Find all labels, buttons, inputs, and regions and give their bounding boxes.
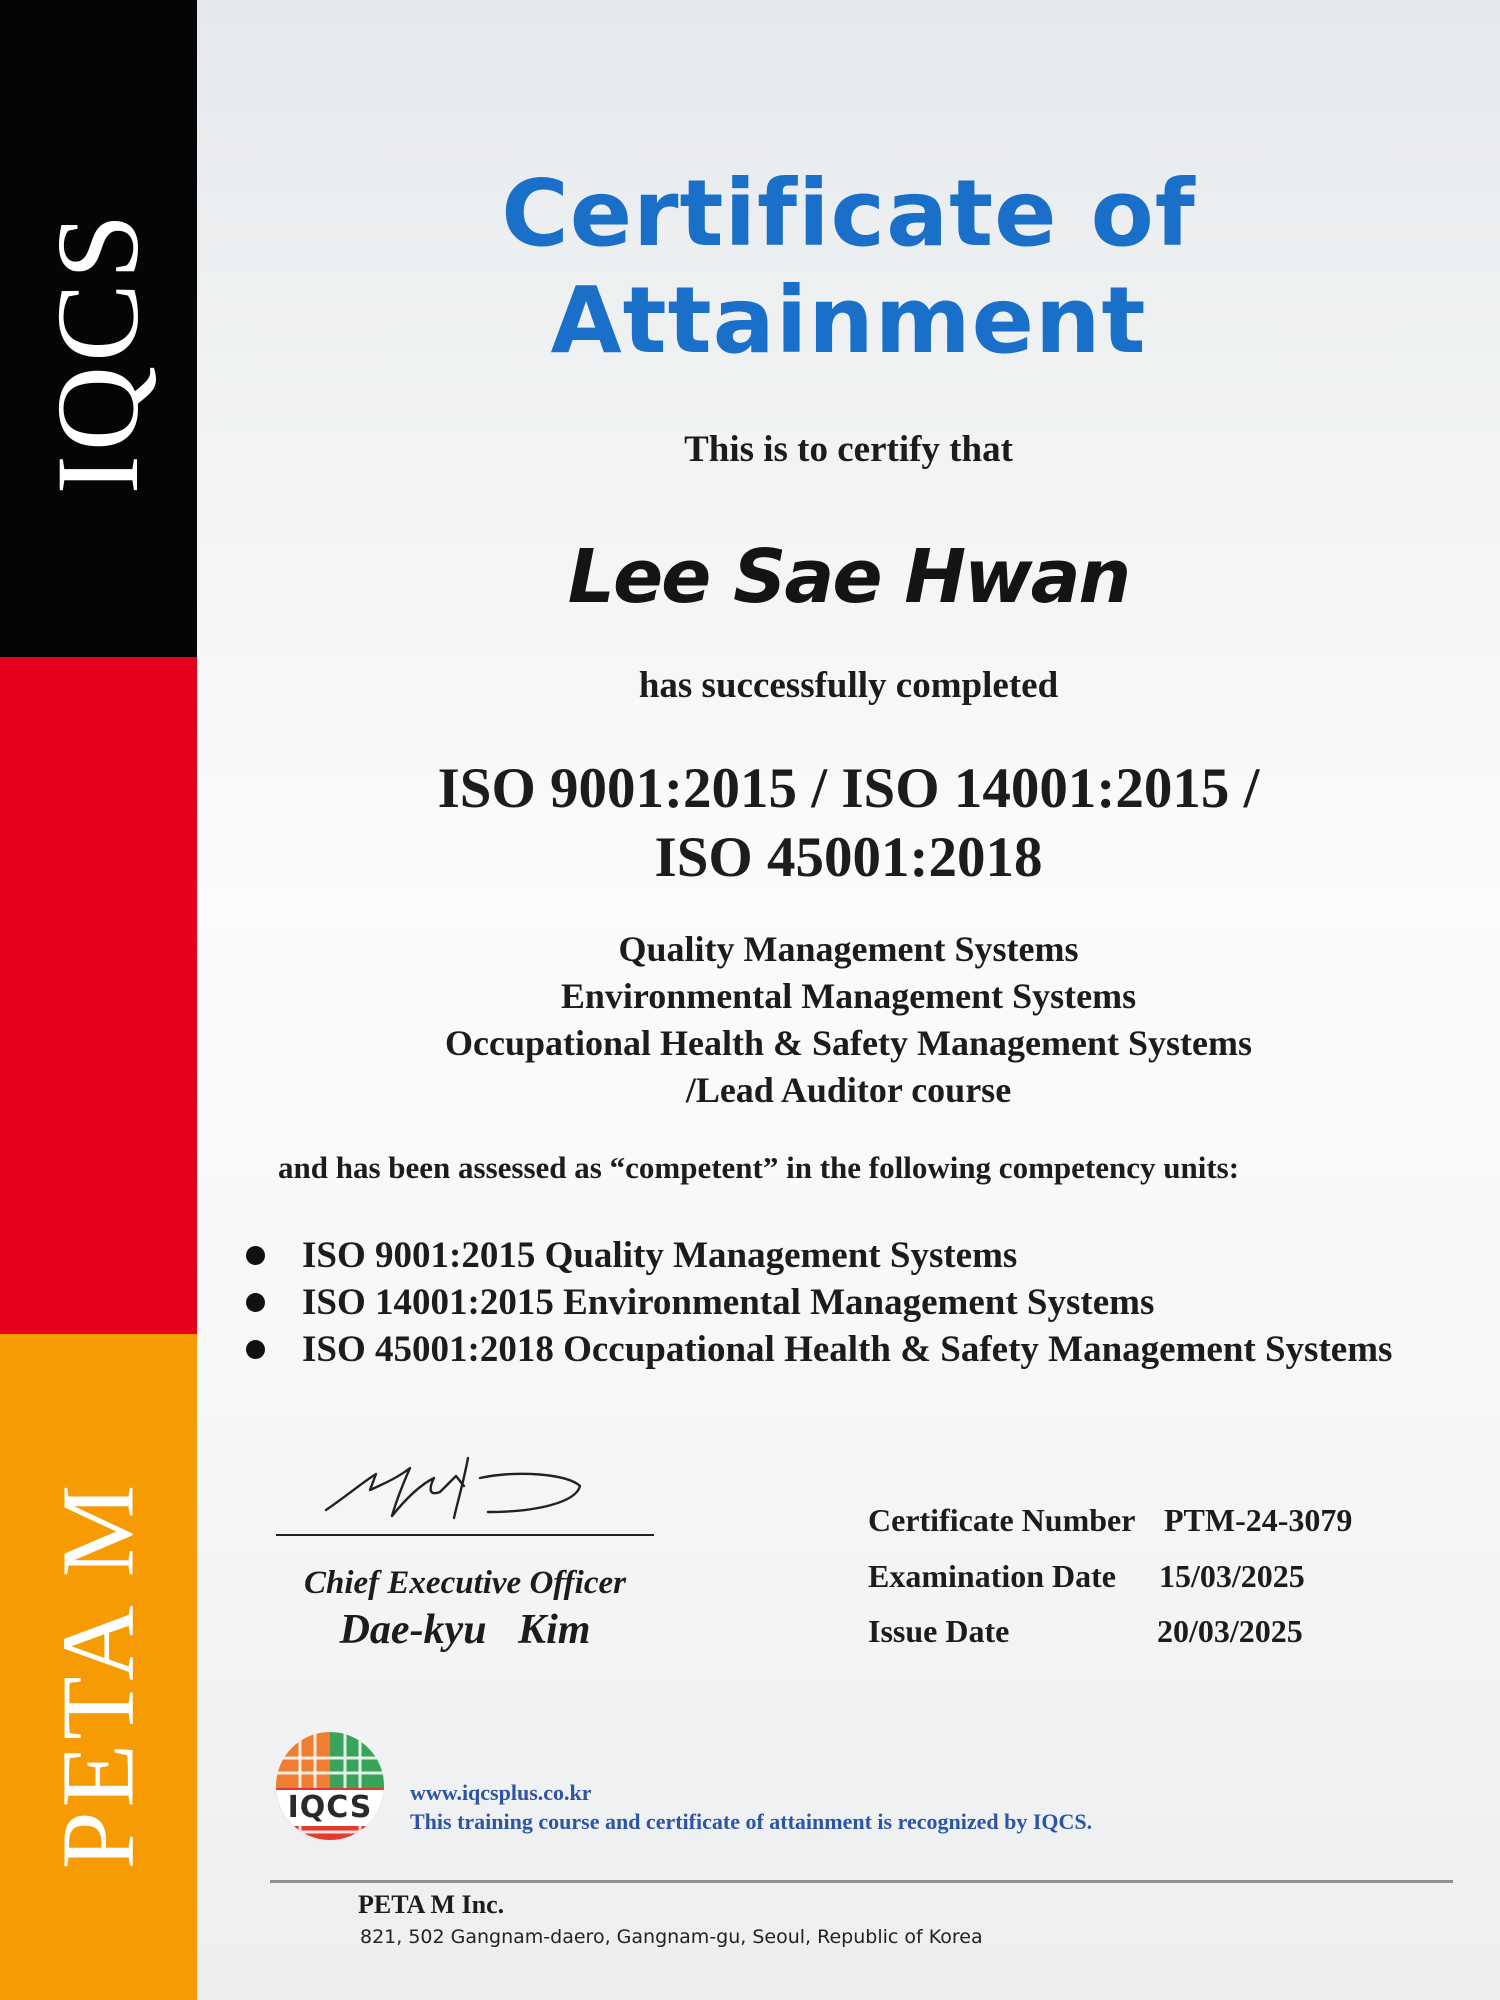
side-label-iqcs: IQCS bbox=[32, 209, 163, 495]
side-label-peta-m: PETA M bbox=[40, 1480, 156, 1870]
competency-unit bbox=[240, 1326, 1392, 1373]
competency-unit bbox=[240, 1232, 1392, 1279]
certificate-number-label: Certificate Number bbox=[868, 1502, 1136, 1538]
recognition-text: This training course and certificate of attainment is recognized by IQCS. bbox=[410, 1809, 1093, 1834]
competency-units-list bbox=[240, 1232, 1392, 1373]
systems-list bbox=[197, 926, 1500, 1114]
company-name: PETA M Inc. bbox=[358, 1890, 505, 1919]
signatory-title: Chief Executive Officer bbox=[304, 1565, 626, 1601]
competency-unit bbox=[240, 1279, 1392, 1326]
signatory-name: Dae-kyu Kim bbox=[339, 1607, 591, 1653]
signature-image bbox=[318, 1450, 598, 1530]
bullet-icon bbox=[246, 1340, 265, 1359]
certify-text: This is to certify that bbox=[684, 429, 1013, 470]
logo-text: IQCS bbox=[287, 1790, 373, 1825]
assessed-text: and has been assessed as “competent” in the following competency units: bbox=[278, 1150, 1240, 1185]
signature-line bbox=[276, 1534, 654, 1536]
certificate-number-value: PTM-24-3079 bbox=[1164, 1502, 1353, 1538]
bullet-icon bbox=[246, 1246, 265, 1265]
bullet-icon bbox=[246, 1293, 265, 1312]
certificate-title: Certificate of Attainment bbox=[501, 160, 1196, 374]
completed-text: has successfully completed bbox=[638, 665, 1059, 706]
course-standards-line-2: ISO 45001:2018 bbox=[654, 826, 1043, 889]
iqcs-logo-icon bbox=[270, 1728, 390, 1848]
competency-unit-text: ISO 45001:2018 Occupational Health & Safety Management Systems bbox=[302, 1329, 1393, 1370]
competency-unit-text: ISO 9001:2015 Quality Management Systems bbox=[302, 1235, 1018, 1276]
side-band-red bbox=[0, 657, 197, 1334]
footer-divider bbox=[270, 1880, 1453, 1883]
system-line: Occupational Health & Safety Management Systems bbox=[445, 1023, 1252, 1063]
competency-unit-text: ISO 14001:2015 Environmental Management Systems bbox=[302, 1282, 1155, 1323]
recipient-name: Lee Sae Hwan bbox=[567, 534, 1130, 620]
system-line: Quality Management Systems bbox=[618, 929, 1079, 969]
course-standards-line-1: ISO 9001:2015 / ISO 14001:2015 / bbox=[437, 757, 1260, 820]
website-link[interactable]: www.iqcsplus.co.kr bbox=[410, 1780, 592, 1805]
issue-date-label: Issue Date bbox=[868, 1613, 1010, 1649]
system-line: Environmental Management Systems bbox=[560, 976, 1137, 1016]
system-line: /Lead Auditor course bbox=[685, 1070, 1012, 1110]
examination-date-value: 15/03/2025 bbox=[1159, 1558, 1305, 1594]
company-address: 821, 502 Gangnam-daero, Gangnam-gu, Seoul, Republic of Korea bbox=[360, 1926, 983, 1948]
issue-date-value: 20/03/2025 bbox=[1157, 1613, 1303, 1649]
examination-date-label: Examination Date bbox=[868, 1558, 1116, 1594]
